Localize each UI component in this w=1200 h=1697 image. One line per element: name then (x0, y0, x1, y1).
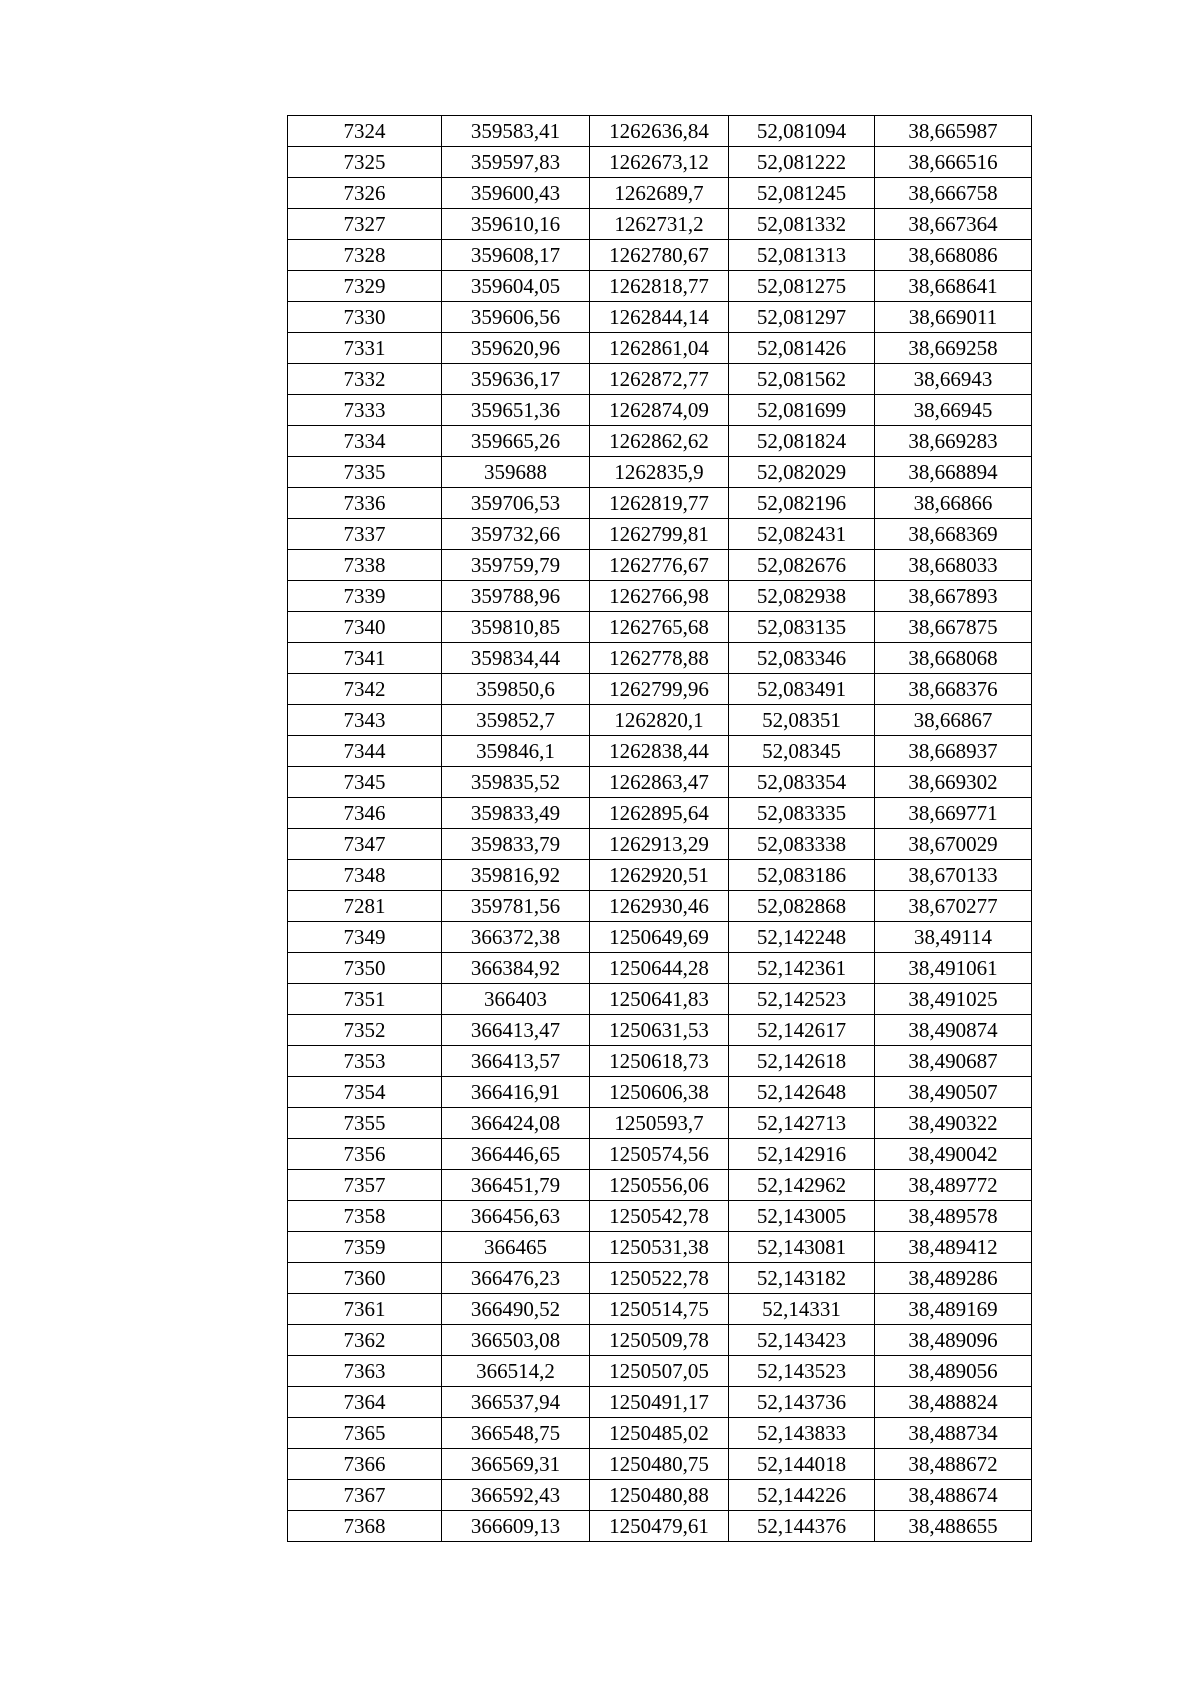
table-row (288, 1077, 1032, 1108)
longitude-cell: 38,489286 (875, 1263, 1032, 1294)
longitude-cell: 38,66867 (875, 705, 1032, 736)
latitude-cell: 52,083335 (729, 798, 875, 829)
point-number-cell: 7348 (288, 860, 442, 891)
table-row (288, 426, 1032, 457)
latitude-cell: 52,081562 (729, 364, 875, 395)
y-coordinate-cell: 1250509,78 (590, 1325, 729, 1356)
x-coordinate-cell: 366446,65 (442, 1139, 590, 1170)
table-row (288, 767, 1032, 798)
x-coordinate-cell: 366384,92 (442, 953, 590, 984)
point-number-cell: 7332 (288, 364, 442, 395)
latitude-cell: 52,081699 (729, 395, 875, 426)
point-number-cell: 7355 (288, 1108, 442, 1139)
table-row (288, 922, 1032, 953)
y-coordinate-cell: 1250507,05 (590, 1356, 729, 1387)
latitude-cell: 52,144376 (729, 1511, 875, 1542)
point-number-cell: 7357 (288, 1170, 442, 1201)
latitude-cell: 52,143423 (729, 1325, 875, 1356)
point-number-cell: 7324 (288, 116, 442, 147)
x-coordinate-cell: 359834,44 (442, 643, 590, 674)
table-row (288, 209, 1032, 240)
longitude-cell: 38,489056 (875, 1356, 1032, 1387)
longitude-cell: 38,668894 (875, 457, 1032, 488)
longitude-cell: 38,488672 (875, 1449, 1032, 1480)
x-coordinate-cell: 366490,52 (442, 1294, 590, 1325)
point-number-cell: 7367 (288, 1480, 442, 1511)
point-number-cell: 7338 (288, 550, 442, 581)
latitude-cell: 52,083346 (729, 643, 875, 674)
table-row (288, 1015, 1032, 1046)
table-row (288, 1108, 1032, 1139)
point-number-cell: 7358 (288, 1201, 442, 1232)
x-coordinate-cell: 359620,96 (442, 333, 590, 364)
latitude-cell: 52,081094 (729, 116, 875, 147)
longitude-cell: 38,488734 (875, 1418, 1032, 1449)
latitude-cell: 52,143736 (729, 1387, 875, 1418)
y-coordinate-cell: 1262731,2 (590, 209, 729, 240)
longitude-cell: 38,669302 (875, 767, 1032, 798)
longitude-cell: 38,669283 (875, 426, 1032, 457)
x-coordinate-cell: 359816,92 (442, 860, 590, 891)
y-coordinate-cell: 1250480,75 (590, 1449, 729, 1480)
longitude-cell: 38,491061 (875, 953, 1032, 984)
latitude-cell: 52,142618 (729, 1046, 875, 1077)
table-row (288, 860, 1032, 891)
latitude-cell: 52,081275 (729, 271, 875, 302)
point-number-cell: 7361 (288, 1294, 442, 1325)
latitude-cell: 52,142713 (729, 1108, 875, 1139)
longitude-cell: 38,666516 (875, 147, 1032, 178)
table-row (288, 1480, 1032, 1511)
point-number-cell: 7364 (288, 1387, 442, 1418)
longitude-cell: 38,488655 (875, 1511, 1032, 1542)
point-number-cell: 7281 (288, 891, 442, 922)
table-row (288, 1170, 1032, 1201)
y-coordinate-cell: 1250480,88 (590, 1480, 729, 1511)
coordinates-table-body (288, 116, 1032, 1542)
y-coordinate-cell: 1262913,29 (590, 829, 729, 860)
y-coordinate-cell: 1250631,53 (590, 1015, 729, 1046)
table-row (288, 147, 1032, 178)
point-number-cell: 7351 (288, 984, 442, 1015)
x-coordinate-cell: 359604,05 (442, 271, 590, 302)
point-number-cell: 7325 (288, 147, 442, 178)
table-row (288, 488, 1032, 519)
table-row (288, 1356, 1032, 1387)
x-coordinate-cell: 359835,52 (442, 767, 590, 798)
table-row (288, 364, 1032, 395)
x-coordinate-cell: 359597,83 (442, 147, 590, 178)
x-coordinate-cell: 366424,08 (442, 1108, 590, 1139)
y-coordinate-cell: 1262778,88 (590, 643, 729, 674)
table-row (288, 581, 1032, 612)
latitude-cell: 52,081824 (729, 426, 875, 457)
y-coordinate-cell: 1250491,17 (590, 1387, 729, 1418)
latitude-cell: 52,142916 (729, 1139, 875, 1170)
longitude-cell: 38,489578 (875, 1201, 1032, 1232)
point-number-cell: 7331 (288, 333, 442, 364)
latitude-cell: 52,082431 (729, 519, 875, 550)
x-coordinate-cell: 366403 (442, 984, 590, 1015)
longitude-cell: 38,49114 (875, 922, 1032, 953)
x-coordinate-cell: 359610,16 (442, 209, 590, 240)
longitude-cell: 38,490322 (875, 1108, 1032, 1139)
x-coordinate-cell: 366514,2 (442, 1356, 590, 1387)
table-row (288, 1046, 1032, 1077)
latitude-cell: 52,083354 (729, 767, 875, 798)
y-coordinate-cell: 1250531,38 (590, 1232, 729, 1263)
longitude-cell: 38,667893 (875, 581, 1032, 612)
x-coordinate-cell: 359608,17 (442, 240, 590, 271)
x-coordinate-cell: 366451,79 (442, 1170, 590, 1201)
longitude-cell: 38,490507 (875, 1077, 1032, 1108)
x-coordinate-cell: 359583,41 (442, 116, 590, 147)
table-row (288, 891, 1032, 922)
table-row (288, 1511, 1032, 1542)
longitude-cell: 38,668068 (875, 643, 1032, 674)
x-coordinate-cell: 359651,36 (442, 395, 590, 426)
x-coordinate-cell: 366416,91 (442, 1077, 590, 1108)
table-row (288, 1232, 1032, 1263)
y-coordinate-cell: 1262895,64 (590, 798, 729, 829)
y-coordinate-cell: 1250514,75 (590, 1294, 729, 1325)
point-number-cell: 7327 (288, 209, 442, 240)
y-coordinate-cell: 1250485,02 (590, 1418, 729, 1449)
point-number-cell: 7329 (288, 271, 442, 302)
y-coordinate-cell: 1262818,77 (590, 271, 729, 302)
x-coordinate-cell: 359688 (442, 457, 590, 488)
table-row (288, 1263, 1032, 1294)
table-row (288, 1418, 1032, 1449)
x-coordinate-cell: 359846,1 (442, 736, 590, 767)
latitude-cell: 52,142361 (729, 953, 875, 984)
x-coordinate-cell: 359665,26 (442, 426, 590, 457)
x-coordinate-cell: 359732,66 (442, 519, 590, 550)
longitude-cell: 38,669771 (875, 798, 1032, 829)
table-row (288, 1139, 1032, 1170)
x-coordinate-cell: 366476,23 (442, 1263, 590, 1294)
latitude-cell: 52,143523 (729, 1356, 875, 1387)
x-coordinate-cell: 366548,75 (442, 1418, 590, 1449)
longitude-cell: 38,488824 (875, 1387, 1032, 1418)
x-coordinate-cell: 366465 (442, 1232, 590, 1263)
table-row (288, 302, 1032, 333)
point-number-cell: 7349 (288, 922, 442, 953)
longitude-cell: 38,667364 (875, 209, 1032, 240)
longitude-cell: 38,668376 (875, 674, 1032, 705)
longitude-cell: 38,668086 (875, 240, 1032, 271)
longitude-cell: 38,670133 (875, 860, 1032, 891)
longitude-cell: 38,668369 (875, 519, 1032, 550)
longitude-cell: 38,491025 (875, 984, 1032, 1015)
longitude-cell: 38,669258 (875, 333, 1032, 364)
x-coordinate-cell: 359852,7 (442, 705, 590, 736)
latitude-cell: 52,082029 (729, 457, 875, 488)
point-number-cell: 7334 (288, 426, 442, 457)
y-coordinate-cell: 1262838,44 (590, 736, 729, 767)
latitude-cell: 52,083186 (729, 860, 875, 891)
longitude-cell: 38,488674 (875, 1480, 1032, 1511)
point-number-cell: 7340 (288, 612, 442, 643)
y-coordinate-cell: 1250479,61 (590, 1511, 729, 1542)
latitude-cell: 52,143182 (729, 1263, 875, 1294)
longitude-cell: 38,490874 (875, 1015, 1032, 1046)
x-coordinate-cell: 366537,94 (442, 1387, 590, 1418)
point-number-cell: 7368 (288, 1511, 442, 1542)
point-number-cell: 7354 (288, 1077, 442, 1108)
longitude-cell: 38,489772 (875, 1170, 1032, 1201)
x-coordinate-cell: 366592,43 (442, 1480, 590, 1511)
y-coordinate-cell: 1262920,51 (590, 860, 729, 891)
point-number-cell: 7339 (288, 581, 442, 612)
table-row (288, 1325, 1032, 1356)
y-coordinate-cell: 1262874,09 (590, 395, 729, 426)
y-coordinate-cell: 1250593,7 (590, 1108, 729, 1139)
latitude-cell: 52,143005 (729, 1201, 875, 1232)
longitude-cell: 38,665987 (875, 116, 1032, 147)
longitude-cell: 38,490042 (875, 1139, 1032, 1170)
x-coordinate-cell: 359706,53 (442, 488, 590, 519)
table-row (288, 116, 1032, 147)
x-coordinate-cell: 366456,63 (442, 1201, 590, 1232)
longitude-cell: 38,668641 (875, 271, 1032, 302)
latitude-cell: 52,081426 (729, 333, 875, 364)
latitude-cell: 52,144018 (729, 1449, 875, 1480)
table-row (288, 1201, 1032, 1232)
longitude-cell: 38,669011 (875, 302, 1032, 333)
x-coordinate-cell: 366372,38 (442, 922, 590, 953)
table-row (288, 953, 1032, 984)
longitude-cell: 38,666758 (875, 178, 1032, 209)
point-number-cell: 7333 (288, 395, 442, 426)
point-number-cell: 7330 (288, 302, 442, 333)
table-row (288, 240, 1032, 271)
latitude-cell: 52,142617 (729, 1015, 875, 1046)
point-number-cell: 7337 (288, 519, 442, 550)
point-number-cell: 7359 (288, 1232, 442, 1263)
point-number-cell: 7366 (288, 1449, 442, 1480)
table-row (288, 612, 1032, 643)
y-coordinate-cell: 1262861,04 (590, 333, 729, 364)
y-coordinate-cell: 1262862,62 (590, 426, 729, 457)
x-coordinate-cell: 359600,43 (442, 178, 590, 209)
x-coordinate-cell: 359788,96 (442, 581, 590, 612)
latitude-cell: 52,083135 (729, 612, 875, 643)
latitude-cell: 52,081297 (729, 302, 875, 333)
table-row (288, 984, 1032, 1015)
x-coordinate-cell: 359606,56 (442, 302, 590, 333)
point-number-cell: 7344 (288, 736, 442, 767)
x-coordinate-cell: 366413,47 (442, 1015, 590, 1046)
y-coordinate-cell: 1262863,47 (590, 767, 729, 798)
table-row (288, 178, 1032, 209)
y-coordinate-cell: 1262819,77 (590, 488, 729, 519)
y-coordinate-cell: 1262835,9 (590, 457, 729, 488)
x-coordinate-cell: 359781,56 (442, 891, 590, 922)
y-coordinate-cell: 1262820,1 (590, 705, 729, 736)
table-row (288, 1294, 1032, 1325)
latitude-cell: 52,082868 (729, 891, 875, 922)
latitude-cell: 52,08345 (729, 736, 875, 767)
y-coordinate-cell: 1250649,69 (590, 922, 729, 953)
longitude-cell: 38,489169 (875, 1294, 1032, 1325)
latitude-cell: 52,142962 (729, 1170, 875, 1201)
x-coordinate-cell: 366609,13 (442, 1511, 590, 1542)
x-coordinate-cell: 359810,85 (442, 612, 590, 643)
table-row (288, 829, 1032, 860)
latitude-cell: 52,083491 (729, 674, 875, 705)
longitude-cell: 38,66943 (875, 364, 1032, 395)
table-row (288, 705, 1032, 736)
latitude-cell: 52,14331 (729, 1294, 875, 1325)
point-number-cell: 7363 (288, 1356, 442, 1387)
x-coordinate-cell: 359850,6 (442, 674, 590, 705)
point-number-cell: 7353 (288, 1046, 442, 1077)
point-number-cell: 7342 (288, 674, 442, 705)
point-number-cell: 7343 (288, 705, 442, 736)
point-number-cell: 7341 (288, 643, 442, 674)
x-coordinate-cell: 359636,17 (442, 364, 590, 395)
point-number-cell: 7362 (288, 1325, 442, 1356)
table-row (288, 395, 1032, 426)
y-coordinate-cell: 1250618,73 (590, 1046, 729, 1077)
x-coordinate-cell: 366413,57 (442, 1046, 590, 1077)
coordinates-table (287, 115, 1032, 1542)
latitude-cell: 52,083338 (729, 829, 875, 860)
y-coordinate-cell: 1250606,38 (590, 1077, 729, 1108)
latitude-cell: 52,08351 (729, 705, 875, 736)
point-number-cell: 7336 (288, 488, 442, 519)
y-coordinate-cell: 1262780,67 (590, 240, 729, 271)
y-coordinate-cell: 1262776,67 (590, 550, 729, 581)
table-row (288, 550, 1032, 581)
longitude-cell: 38,668937 (875, 736, 1032, 767)
table-row (288, 674, 1032, 705)
point-number-cell: 7326 (288, 178, 442, 209)
table-row (288, 643, 1032, 674)
longitude-cell: 38,489096 (875, 1325, 1032, 1356)
y-coordinate-cell: 1262930,46 (590, 891, 729, 922)
latitude-cell: 52,142648 (729, 1077, 875, 1108)
point-number-cell: 7360 (288, 1263, 442, 1294)
y-coordinate-cell: 1262689,7 (590, 178, 729, 209)
y-coordinate-cell: 1262673,12 (590, 147, 729, 178)
y-coordinate-cell: 1250641,83 (590, 984, 729, 1015)
latitude-cell: 52,142523 (729, 984, 875, 1015)
y-coordinate-cell: 1262872,77 (590, 364, 729, 395)
point-number-cell: 7350 (288, 953, 442, 984)
table-row (288, 1387, 1032, 1418)
point-number-cell: 7328 (288, 240, 442, 271)
longitude-cell: 38,670277 (875, 891, 1032, 922)
y-coordinate-cell: 1262765,68 (590, 612, 729, 643)
table-row (288, 333, 1032, 364)
x-coordinate-cell: 366503,08 (442, 1325, 590, 1356)
latitude-cell: 52,081245 (729, 178, 875, 209)
latitude-cell: 52,143081 (729, 1232, 875, 1263)
y-coordinate-cell: 1250644,28 (590, 953, 729, 984)
y-coordinate-cell: 1262799,81 (590, 519, 729, 550)
y-coordinate-cell: 1262799,96 (590, 674, 729, 705)
point-number-cell: 7365 (288, 1418, 442, 1449)
y-coordinate-cell: 1262636,84 (590, 116, 729, 147)
x-coordinate-cell: 366569,31 (442, 1449, 590, 1480)
longitude-cell: 38,490687 (875, 1046, 1032, 1077)
x-coordinate-cell: 359833,79 (442, 829, 590, 860)
x-coordinate-cell: 359833,49 (442, 798, 590, 829)
point-number-cell: 7335 (288, 457, 442, 488)
latitude-cell: 52,142248 (729, 922, 875, 953)
point-number-cell: 7346 (288, 798, 442, 829)
table-row (288, 736, 1032, 767)
y-coordinate-cell: 1262766,98 (590, 581, 729, 612)
longitude-cell: 38,489412 (875, 1232, 1032, 1263)
y-coordinate-cell: 1250574,56 (590, 1139, 729, 1170)
table-row (288, 798, 1032, 829)
longitude-cell: 38,66866 (875, 488, 1032, 519)
table-row (288, 457, 1032, 488)
y-coordinate-cell: 1250522,78 (590, 1263, 729, 1294)
latitude-cell: 52,081313 (729, 240, 875, 271)
longitude-cell: 38,667875 (875, 612, 1032, 643)
latitude-cell: 52,082938 (729, 581, 875, 612)
table-row (288, 271, 1032, 302)
longitude-cell: 38,668033 (875, 550, 1032, 581)
latitude-cell: 52,143833 (729, 1418, 875, 1449)
point-number-cell: 7345 (288, 767, 442, 798)
longitude-cell: 38,670029 (875, 829, 1032, 860)
latitude-cell: 52,082676 (729, 550, 875, 581)
point-number-cell: 7347 (288, 829, 442, 860)
table-row (288, 1449, 1032, 1480)
y-coordinate-cell: 1262844,14 (590, 302, 729, 333)
x-coordinate-cell: 359759,79 (442, 550, 590, 581)
latitude-cell: 52,082196 (729, 488, 875, 519)
y-coordinate-cell: 1250542,78 (590, 1201, 729, 1232)
longitude-cell: 38,66945 (875, 395, 1032, 426)
point-number-cell: 7356 (288, 1139, 442, 1170)
latitude-cell: 52,144226 (729, 1480, 875, 1511)
table-row (288, 519, 1032, 550)
latitude-cell: 52,081222 (729, 147, 875, 178)
point-number-cell: 7352 (288, 1015, 442, 1046)
y-coordinate-cell: 1250556,06 (590, 1170, 729, 1201)
latitude-cell: 52,081332 (729, 209, 875, 240)
